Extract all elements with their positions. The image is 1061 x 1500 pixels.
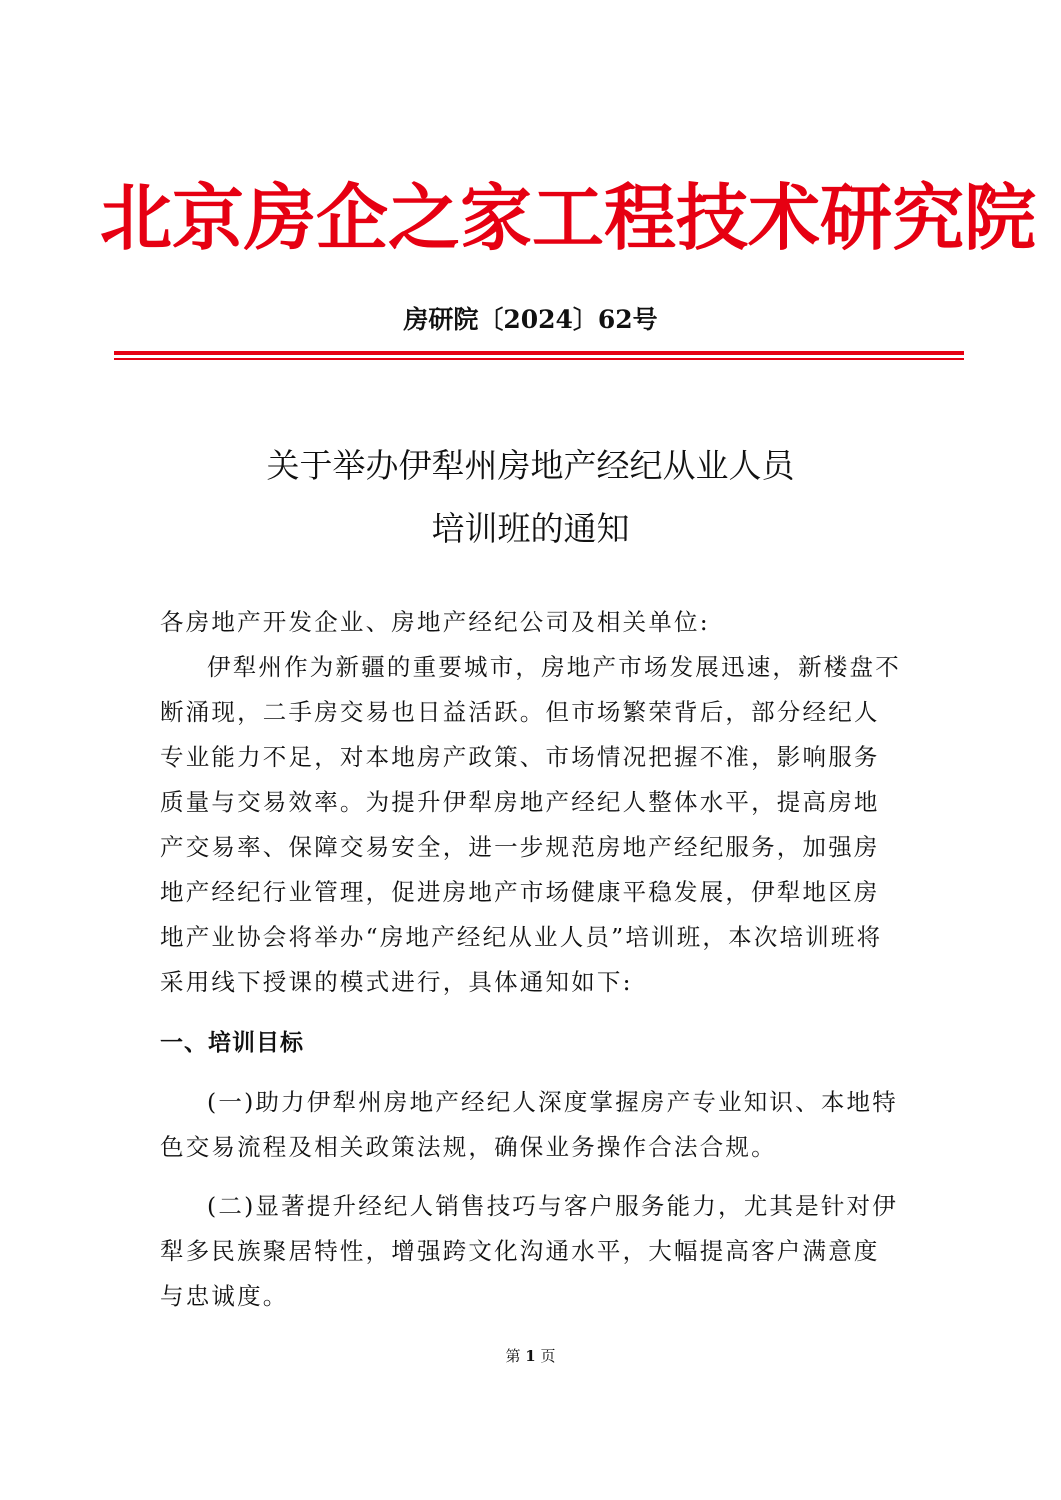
objective-paragraph-1: (一)助力伊犁州房地产经纪人深度掌握房产专业知识、本地特色交易流程及相关政策法规，确保业务操作合法合规。 bbox=[160, 1088, 898, 1161]
intro-paragraph: 伊犁州作为新疆的重要城市，房地产市场发展迅速，新楼盘不断涌现，二手房交易也日益活跃。但市场繁荣背后，部分经纪人专业能力不足，对本地房产政策、市场情况把握不准，影响服务质量与交易效率。为提升伊犁房地产经纪人整体水平，提高房地产交易率、保障交易安全，进一步规范房地产经纪服务，加强房地产经纪行业管理，促进房地产市场健康平稳发展，伊犁地区房地产业协会将举办“房地产经纪从业人员”培训班，本次培训班将采用线下授课的模式进行，具体通知如下: bbox=[160, 653, 901, 996]
header-divider-thick bbox=[114, 351, 964, 355]
section-heading-training-objectives: 一、培训目标 bbox=[160, 1030, 304, 1056]
salutation: 各房地产开发企业、房地产经纪公司及相关单位: bbox=[160, 608, 710, 636]
header-divider-thin bbox=[114, 358, 964, 360]
org-header-title: 北京房企之家工程技术研究院 bbox=[100, 176, 1037, 260]
objective-paragraph-2: (二)显著提升经纪人销售技巧与客户服务能力，尤其是针对伊犁多民族聚居特性，增强跨文化沟通水平，大幅提高客户满意度与忠诚度。 bbox=[160, 1192, 898, 1310]
document-body bbox=[160, 600, 902, 1319]
page-number-prefix: 第 bbox=[505, 1347, 521, 1365]
page-number-suffix: 页 bbox=[540, 1347, 556, 1365]
notice-title-line-2: 培训班的通知 bbox=[431, 509, 630, 548]
page-number: 1 bbox=[525, 1347, 536, 1365]
page-number-footer bbox=[100, 1344, 961, 1368]
notice-title-line-1: 关于举办伊犁州房地产经纪从业人员 bbox=[266, 446, 795, 485]
document-number: 房研院〔2024〕62号 bbox=[403, 305, 658, 334]
